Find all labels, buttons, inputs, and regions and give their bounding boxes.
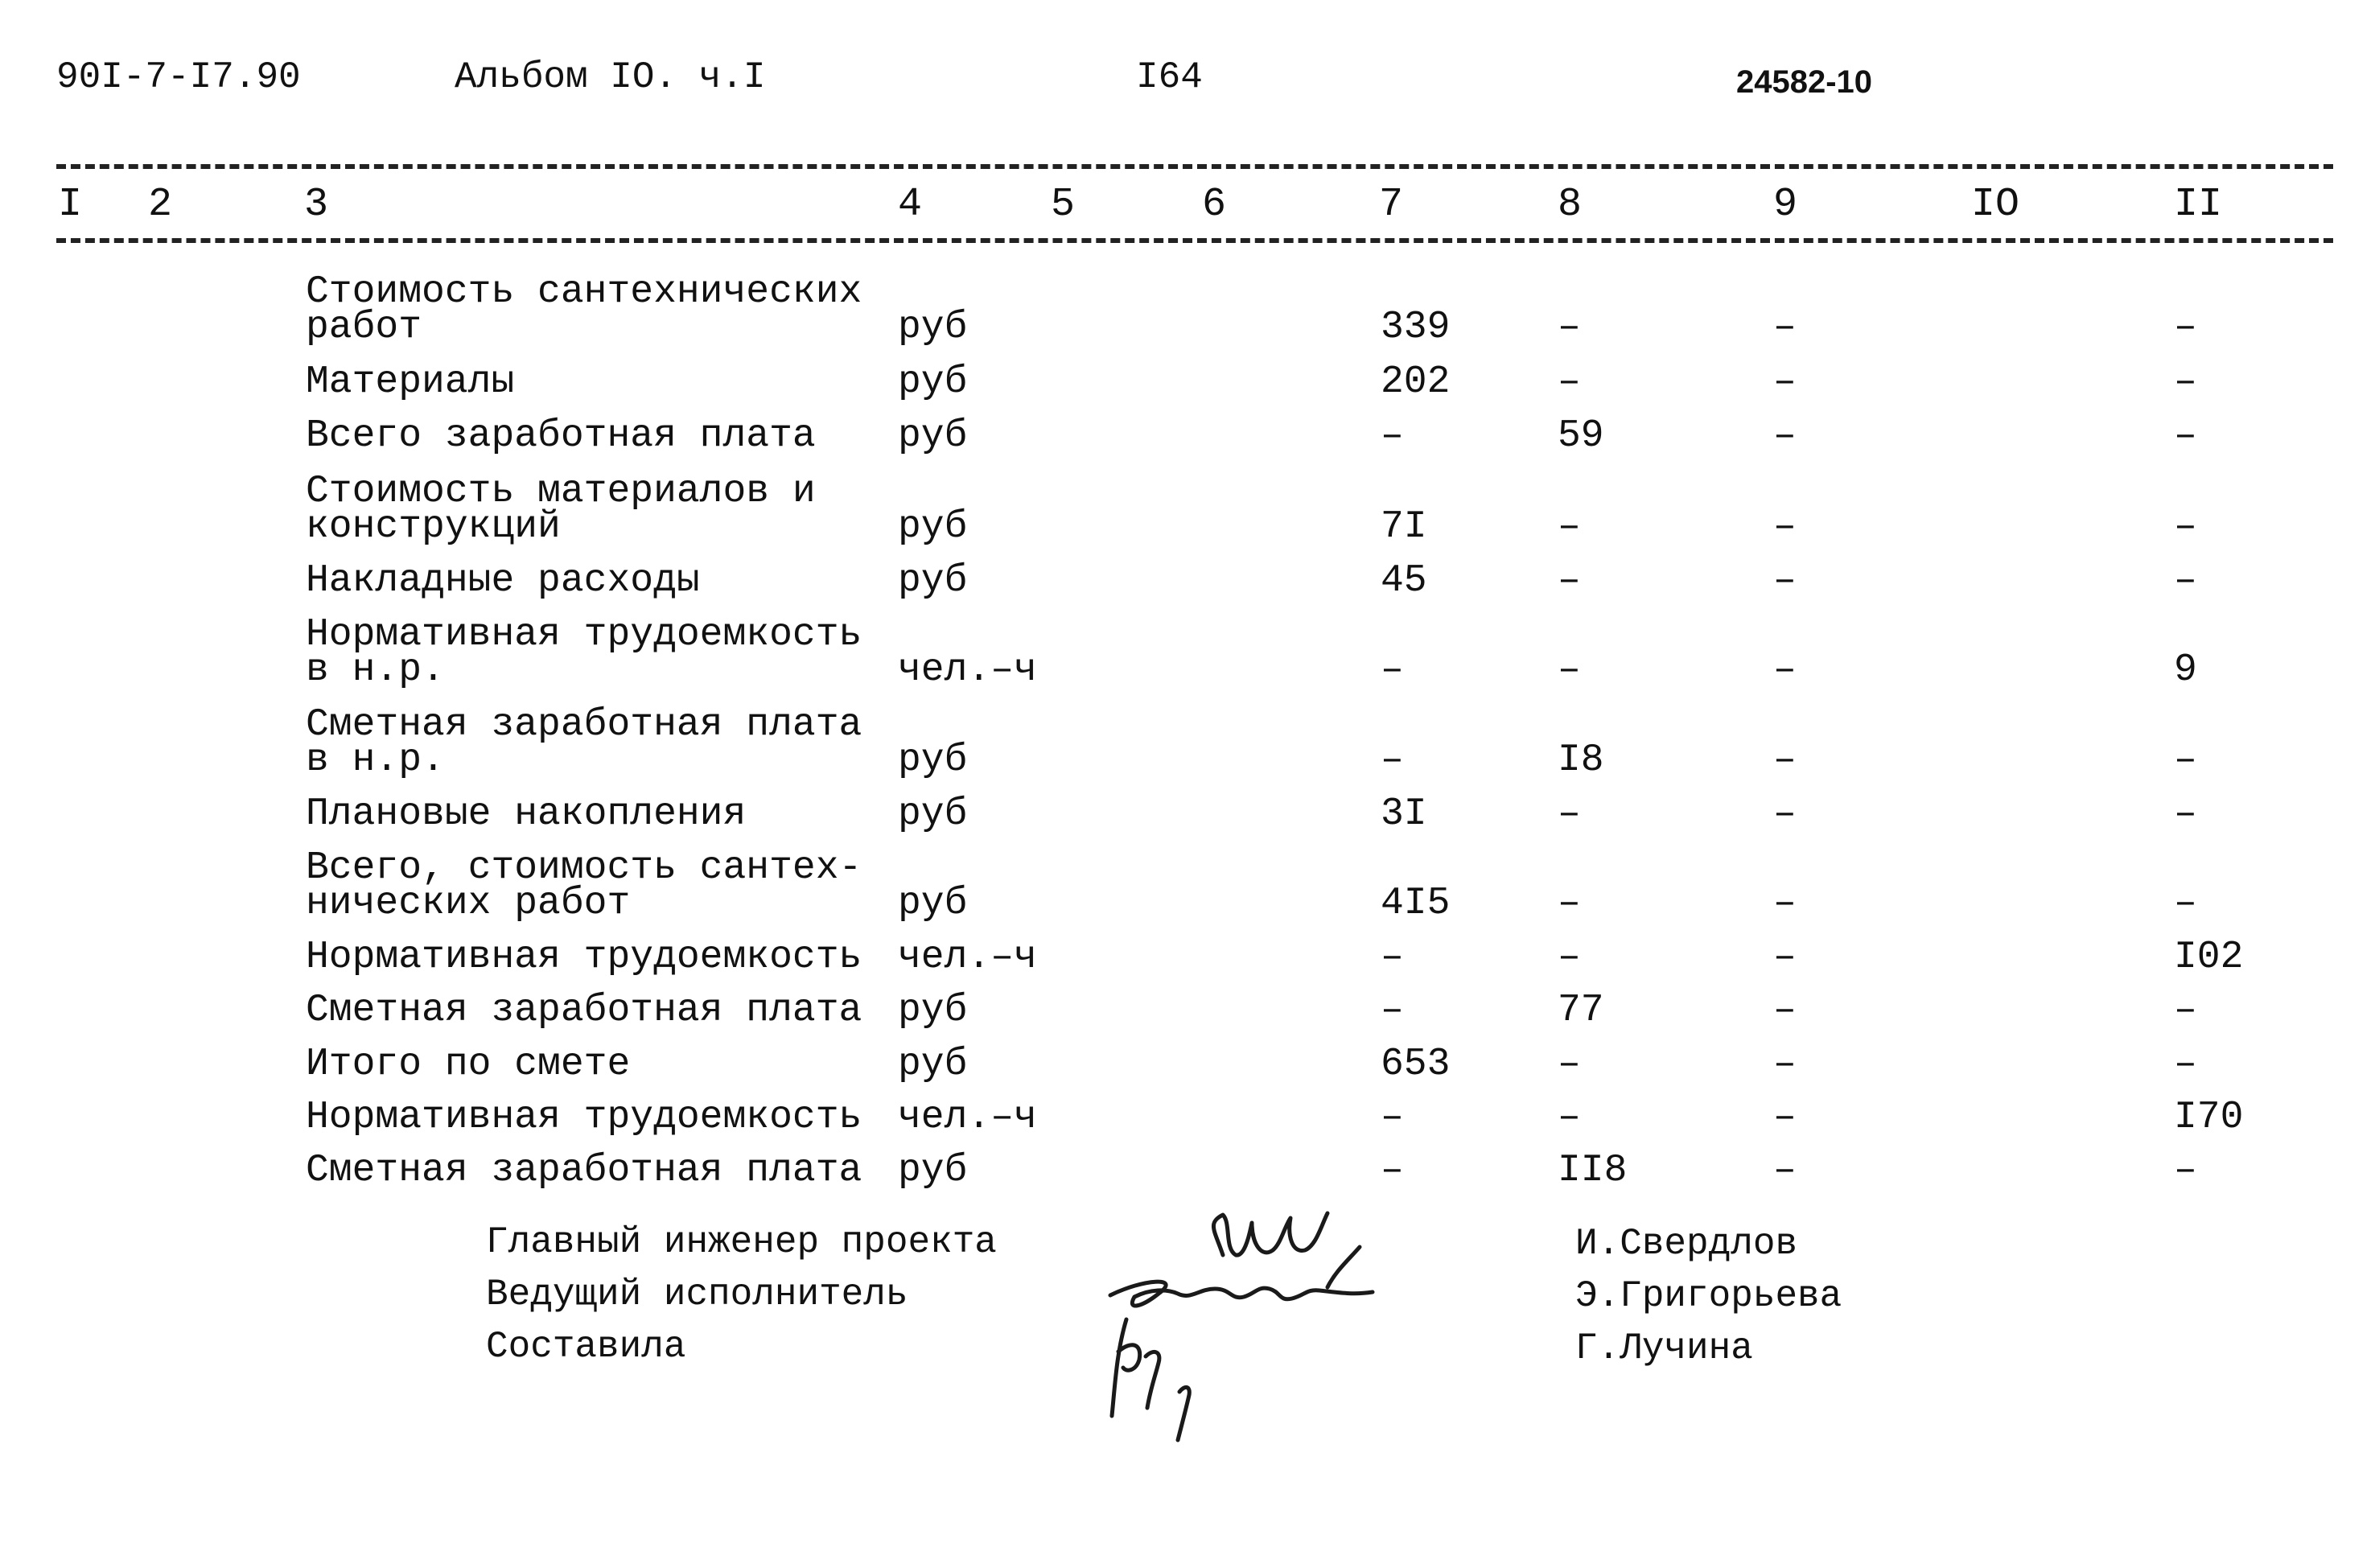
row-label: в н.р. [306,648,445,692]
row-unit: руб [898,792,968,836]
cell-col9: – [1773,505,1797,549]
column-number: 6 [1202,182,1227,228]
header-top-rule [56,164,2333,169]
column-number: 4 [898,182,923,228]
cell-col8: – [1558,559,1581,603]
cell-col7: 4I5 [1381,882,1451,925]
signatory-role: Главный инженер проекта [486,1221,997,1263]
cell-col8: I8 [1558,739,1604,782]
cell-col9: – [1773,882,1797,925]
cell-col8: – [1558,792,1581,836]
row-label: Нормативная трудоемкость [306,936,862,979]
row-unit: руб [898,505,968,549]
cell-col8: – [1558,306,1581,349]
cell-col8: – [1558,1043,1581,1086]
row-label: Итого по смете [306,1043,631,1086]
row-label: Всего заработная плата [306,414,816,458]
cell-col7: – [1381,989,1404,1032]
cell-col8: – [1558,882,1581,925]
column-number: 7 [1379,182,1404,228]
row-label: Сметная заработная плата [306,989,862,1032]
row-label: Нормативная трудоемкость [306,1096,862,1139]
row-unit: руб [898,739,968,782]
cell-col11: – [2174,306,2197,349]
column-number: 9 [1773,182,1798,228]
signatory-role: Составила [486,1326,686,1368]
row-label: Всего, стоимость сантех- [306,846,862,890]
row-unit: руб [898,360,968,404]
signatory-name: И.Свердлов [1575,1223,1798,1265]
cell-col11: – [2174,989,2197,1032]
row-label: работ [306,306,422,349]
row-label: Плановые накопления [306,792,747,836]
cell-col9: – [1773,792,1797,836]
row-unit: руб [898,1149,968,1192]
row-label: нических работ [306,882,631,925]
cell-col8: – [1558,936,1581,979]
row-unit: руб [898,1043,968,1086]
row-label: Стоимость материалов и [306,470,816,513]
row-unit: чел.–ч [898,936,1037,979]
cell-col7: – [1381,739,1404,782]
signatory-role: Ведущий исполнитель [486,1274,908,1315]
column-number: 8 [1558,182,1583,228]
document-code: 90I-7-I7.90 [56,56,301,98]
signatory-name: Э.Григорьева [1575,1275,1842,1317]
row-label: в н.р. [306,739,445,782]
column-number: I [58,182,83,228]
row-unit: руб [898,306,968,349]
row-label: Материалы [306,360,515,404]
cell-col11: – [2174,1043,2197,1086]
cell-col7: – [1381,414,1404,458]
row-label: Нормативная трудоемкость [306,613,862,656]
cell-col11: – [2174,882,2197,925]
cell-col9: – [1773,559,1797,603]
cell-col11: – [2174,792,2197,836]
cell-col8: – [1558,360,1581,404]
cell-col9: – [1773,1149,1797,1192]
cell-col7: – [1381,648,1404,692]
row-label: конструкций [306,505,561,549]
cell-col8: – [1558,1096,1581,1139]
cell-col7: – [1381,1096,1404,1139]
inventory-number: 24582-10 [1736,64,1873,100]
row-label: Сметная заработная плата [306,1149,862,1192]
handwritten-signatures [1094,1199,1464,1456]
cell-col9: – [1773,1096,1797,1139]
row-unit: руб [898,559,968,603]
cell-col11: – [2174,739,2197,782]
cell-col9: – [1773,306,1797,349]
cell-col7: 339 [1381,306,1451,349]
header-bottom-rule [56,238,2333,243]
row-unit: руб [898,989,968,1032]
row-label: Накладные расходы [306,559,700,603]
row-unit: руб [898,882,968,925]
cell-col9: – [1773,360,1797,404]
cell-col8: – [1558,505,1581,549]
cell-col11: – [2174,1149,2197,1192]
cell-col8: – [1558,648,1581,692]
row-label: Стоимость сантехнических [306,270,862,314]
row-unit: чел.–ч [898,648,1037,692]
cell-col9: – [1773,648,1797,692]
cell-col7: 3I [1381,792,1427,836]
cell-col9: – [1773,1043,1797,1086]
page-number: I64 [1136,56,1203,98]
cell-col11: – [2174,414,2197,458]
cell-col8: II8 [1558,1149,1628,1192]
column-number: IO [1971,182,2020,228]
cell-col9: – [1773,989,1797,1032]
cell-col7: 45 [1381,559,1427,603]
cell-col11: 9 [2174,648,2197,692]
cell-col7: 653 [1381,1043,1451,1086]
cell-col11: – [2174,559,2197,603]
cell-col9: – [1773,414,1797,458]
column-number: 5 [1051,182,1076,228]
cell-col7: 202 [1381,360,1451,404]
cell-col8: 59 [1558,414,1604,458]
column-number: 2 [148,182,173,228]
cell-col7: 7I [1381,505,1427,549]
cell-col7: – [1381,1149,1404,1192]
cell-col9: – [1773,936,1797,979]
cell-col11: – [2174,505,2197,549]
cell-col7: – [1381,936,1404,979]
row-unit: руб [898,414,968,458]
album-label: Альбом IO. ч.I [455,56,766,98]
column-number: 3 [304,182,329,228]
cell-col9: – [1773,739,1797,782]
cell-col11: – [2174,360,2197,404]
column-number: II [2174,182,2223,228]
signatory-name: Г.Лучина [1575,1327,1753,1369]
row-unit: чел.–ч [898,1096,1037,1139]
row-label: Сметная заработная плата [306,703,862,747]
cell-col11: I02 [2174,936,2244,979]
cell-col11: I70 [2174,1096,2244,1139]
cell-col8: 77 [1558,989,1604,1032]
